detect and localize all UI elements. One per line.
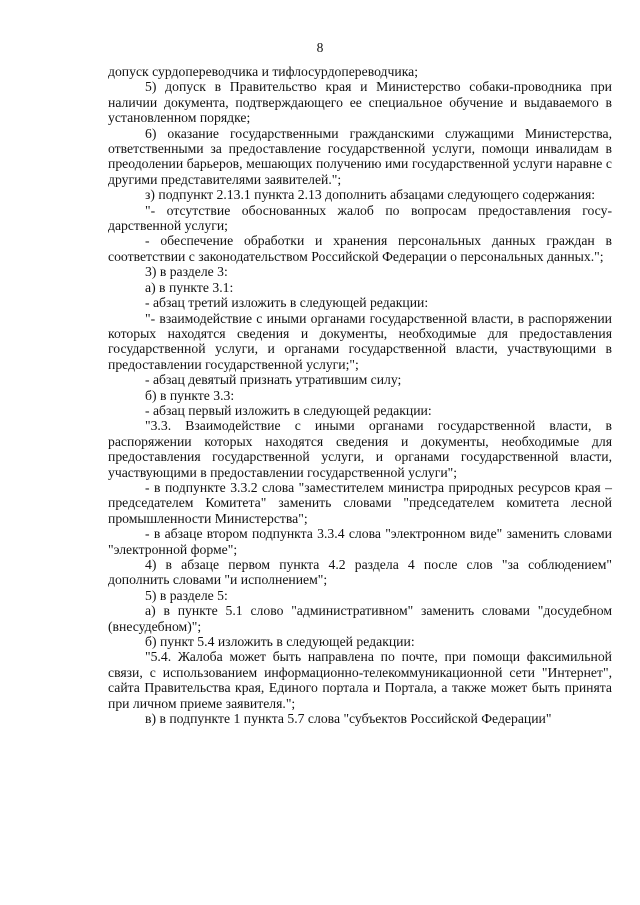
paragraph: а) в пункте 5.1 слово "административном" заменить словами "досудебном (внесудебном)"; xyxy=(108,603,612,634)
paragraph: б) в пункте 3.3: xyxy=(145,387,235,403)
paragraph: - абзац третий изложить в следующей редакции: xyxy=(145,295,429,311)
paragraph: - абзац первый изложить в следующей редакции: xyxy=(145,402,432,418)
document-body xyxy=(108,64,612,726)
paragraph: - абзац девятый признать утратившим силу; xyxy=(145,372,402,388)
paragraph: в) в подпункте 1 пункта 5.7 слова "субъектов Российской Федерации" xyxy=(145,711,552,727)
paragraph: "3.3. Взаимодействие с иными органами государственной власти, в распоряжении которых находятся сведения и документы, необходимые для предоставления государственной услуги, и органами государственной власти, участвующими в предоставлении государственной услуги"; xyxy=(108,418,612,480)
paragraph: "- взаимодействие с иными органами государственной власти, в распоряжении которых находятся сведения и документы, необходимые для предоставления государственной услуги, и органами государственной власти, участвующими в предоставлении государственной услуги;"; xyxy=(108,310,612,372)
paragraph: "5.4. Жалоба может быть направлена по почте, при помощи факсимильной связи, с использованием информационно-телекоммуникационной сети "Интернет", сайта Правительства края, Единого портала и Портала, а также может быть принята при личном приеме заявителя."; xyxy=(108,649,612,711)
paragraph: а) в пункте 3.1: xyxy=(145,279,234,295)
paragraph: 5) допуск в Правительство края и Министерство собаки-проводника при наличии документа, подтверждающего ее специальное обучение и выдаваемого в установленном порядке; xyxy=(108,79,612,126)
paragraph: - обеспечение обработки и хранения персональных данных граждан в соответствии с законодательством Российской Федерации о персональных данных."; xyxy=(108,233,612,264)
paragraph: 4) в абзаце первом пункта 4.2 раздела 4 после слов "за соблюдением" дополнить словами "и исполнением"; xyxy=(108,557,612,588)
paragraph: - в подпункте 3.3.2 слова "заместителем министра природных ресурсов края – председателем Комитета" заменить словами "председателем комитета лесной промышленности Министерства"; xyxy=(108,479,612,526)
paragraph: б) пункт 5.4 изложить в следующей редакции: xyxy=(145,634,415,650)
paragraph: - в абзаце втором подпункта 3.3.4 слова "электронном виде" заменить словами "электронной форме"; xyxy=(108,526,612,557)
paragraph: з) подпункт 2.13.1 пункта 2.13 дополнить абзацами следующего содержания: xyxy=(145,187,596,203)
paragraph: 6) оказание государственными гражданскими служащими Министерства, ответственными за предоставление государственной услуги, помощи инвалидам в преодолении барьеров, мешающих получению ими государственной услуги наравне с другими представителями заявителей."; xyxy=(108,125,612,187)
paragraph: допуск сурдопереводчика и тифлосурдопереводчика; xyxy=(108,64,419,79)
paragraph: 3) в разделе 3: xyxy=(145,264,228,280)
paragraph: 5) в разделе 5: xyxy=(145,587,228,603)
page-number: 8 xyxy=(316,40,324,55)
paragraph: "- отсутствие обоснованных жалоб по вопросам предоставления государственной услуги; xyxy=(108,202,612,234)
